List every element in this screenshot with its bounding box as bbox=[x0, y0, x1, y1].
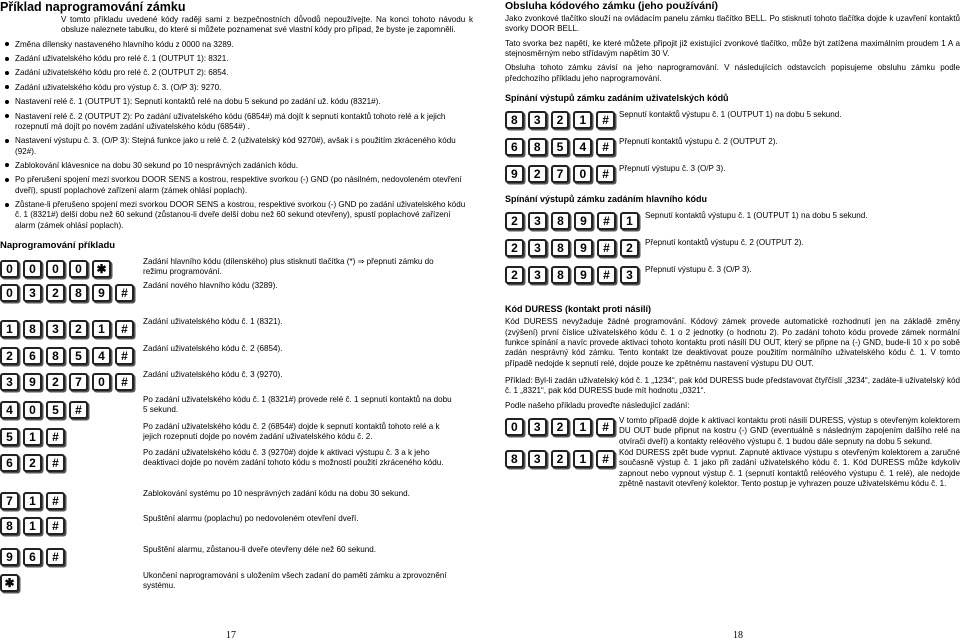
keypad-sequence bbox=[505, 165, 619, 183]
keypad-key: 2 bbox=[23, 454, 42, 472]
keypad-key: 0 bbox=[92, 373, 111, 391]
keypad-key: 3 bbox=[528, 418, 547, 436]
keypad-key: # bbox=[46, 548, 65, 566]
keypad-key: 9 bbox=[23, 373, 42, 391]
page-title-right: Obsluha kódového zámku (jeho používání) bbox=[505, 0, 718, 12]
keypad-key: 8 bbox=[69, 284, 88, 302]
keypad-key: 8 bbox=[551, 266, 570, 284]
keypad-sequence bbox=[0, 428, 69, 449]
user-code-rows bbox=[505, 111, 960, 183]
keypad-key: 9 bbox=[0, 548, 19, 566]
keypad-key: 0 bbox=[69, 260, 88, 278]
keypad-sequence bbox=[505, 111, 619, 129]
keypad-key: 8 bbox=[551, 239, 570, 257]
duress-deactivate-text: Kód DURESS zpět bude vypnut. Zapnuté aktivace výstupu s otevřeným kolektorem a zaručné současně výstup č. 1 jako při zadání uživatelského kódu č. 1. Kód DURESS může kdykoliv zapnout nebo vypnout výstup č. 1 (sepnutí kontaktů reléového výstupu č. 1 relé), ale nedojde zpětně nastavit otevřený kolektor. Tento postup je vyhrazen pouze uživatelskému kódu č. 1. bbox=[619, 448, 960, 489]
keypad-sequence bbox=[0, 517, 69, 538]
keypad-row bbox=[505, 138, 960, 156]
keypad-key: 2 bbox=[551, 418, 570, 436]
master-code-section-title: Spínání výstupů zámku zadáním hlavního kódu bbox=[505, 194, 708, 205]
settings-list-item: Zadání uživatelského kódu pro relé č. 1 (OUTPUT 1): 8321. bbox=[4, 54, 470, 64]
keypad-key: 7 bbox=[0, 492, 19, 510]
keypad-sequence bbox=[505, 418, 619, 436]
keypad-key: 6 bbox=[505, 138, 524, 156]
keypad-sequence bbox=[0, 574, 23, 595]
bell-paragraph: Jako zvonkové tlačítko slouží na ovládacím panelu zámku tlačítko BELL. Po stisknutí tohoto tlačítka dojde k uzavření kontaktů svorky DOOR BELL. bbox=[505, 14, 960, 34]
keypad-key: 5 bbox=[69, 347, 88, 365]
keypad-key: # bbox=[597, 239, 616, 257]
step-description: Po zadání uživatelského kódu č. 1 (8321#) provede relé č. 1 sepnutí kontaktů na dobu 5 sekund. bbox=[143, 395, 452, 415]
settings-list-item: Po přerušení spojení mezi svorkou DOOR SENS a kostrou, respektive svorkou (-) GND (po násilném, nedovoleném otevření dveří), spustí poplachové zařízení alarm (zámek ohlásí poplach). bbox=[4, 175, 470, 196]
settings-list-item: Zadání uživatelského kódu pro relé č. 2 (OUTPUT 2): 6854. bbox=[4, 68, 470, 78]
keypad-key: 3 bbox=[0, 373, 19, 391]
keypad-key: 9 bbox=[574, 212, 593, 230]
step-description: Po zadání uživatelského kódu č. 2 (6854#) dojde k sepnutí kontaktů tohoto relé a k jejich rozepnutí dojde po novém zadání uživatelského kódu č. 2. bbox=[143, 422, 440, 442]
operation-paragraph: Obsluha tohoto zámku závisí na jeho naprogramování. V následujících odstavcích popisujeme obsluhu zámku podle předchozího příkladu jeho naprogramování. bbox=[505, 63, 960, 83]
row-description: Přepnutí výstupu č. 3 (O/P 3). bbox=[645, 265, 752, 275]
keypad-row bbox=[505, 239, 960, 257]
keypad-key: 8 bbox=[46, 347, 65, 365]
keypad-key: 0 bbox=[23, 401, 42, 419]
keypad-key: # bbox=[596, 165, 615, 183]
keypad-key: 9 bbox=[574, 239, 593, 257]
keypad-key: ✱ bbox=[92, 260, 111, 278]
keypad-key: # bbox=[596, 138, 615, 156]
keypad-sequence bbox=[505, 450, 619, 468]
keypad-key: # bbox=[46, 428, 65, 446]
keypad-key: # bbox=[46, 517, 65, 535]
keypad-key: 2 bbox=[505, 239, 524, 257]
keypad-key: 3 bbox=[23, 284, 42, 302]
keypad-key: 4 bbox=[92, 347, 111, 365]
keypad-key: # bbox=[596, 450, 615, 468]
keypad-key: 2 bbox=[528, 165, 547, 183]
keypad-sequence bbox=[0, 260, 115, 281]
keypad-key: 9 bbox=[505, 165, 524, 183]
keypad-sequence bbox=[505, 239, 645, 257]
keypad-key: 1 bbox=[573, 450, 592, 468]
keypad-key: # bbox=[69, 401, 88, 419]
keypad-key: 8 bbox=[551, 212, 570, 230]
keypad-sequence bbox=[0, 347, 138, 368]
keypad-key: 8 bbox=[528, 138, 547, 156]
keypad-key: 5 bbox=[46, 401, 65, 419]
duress-paragraph: Kód DURESS nevyžaduje žádné programování. Kódový zámek provede automatické rozhodnutí jen na základě změny (zvýšení) první číslice uživatelského kódu č. 1 o 2 jednotky (o hodnotu 2). Po zadání tohoto kódu provede zámek normální funkce spínání a navíc provede aktivaci tohoto kontaktu proti násilí DU OUT, který se připne na (-) GND, bude-li 10 x po sobě zadán nesprávný kód zámku. Tento kontakt lze deaktivovat pouze použitím normálního uživatelského kódu č. 1. V tomto případě nedojde k sepnutí relé, dojde pouze ke zpětnému nastavení výstupu DU OUT. bbox=[505, 317, 960, 368]
keypad-key: 3 bbox=[528, 212, 547, 230]
step-description: Zadání uživatelského kódu č. 2 (6854). bbox=[143, 344, 283, 354]
settings-list-item: Nastavení relé č. 1 (OUTPUT 1): Sepnutí kontaktů relé na dobu 5 sekund po zadání už. kódu (8321#). bbox=[4, 97, 470, 107]
keypad-sequence bbox=[505, 212, 645, 230]
keypad-key: 2 bbox=[505, 212, 524, 230]
keypad-key: 2 bbox=[551, 111, 570, 129]
duress-section-title: Kód DURESS (kontakt proti násilí) bbox=[505, 304, 652, 315]
keypad-key: 7 bbox=[551, 165, 570, 183]
step-description: Ukončení naprogramování s uložením všech zadaní do paměti zámku a zprovoznění systému. bbox=[143, 571, 447, 591]
keypad-sequence bbox=[0, 548, 69, 569]
keypad-key: # bbox=[596, 418, 615, 436]
keypad-key: 3 bbox=[620, 266, 639, 284]
keypad-key: 2 bbox=[620, 239, 639, 257]
keypad-key: 0 bbox=[0, 260, 19, 278]
duress-activate-text: V tomto případě dojde k aktivaci kontaktu proti násilí DURESS, výstup s otevřeným kolektorem DU OUT bude připnut na kostru (-) GND (eventuálně s následným zapojením dalšího relé na otvírači dveří) a kontakty reléového výstupu č. 1 budou dále sepnuty na dobu 5 sekund. bbox=[619, 416, 960, 446]
keypad-key: 3 bbox=[528, 266, 547, 284]
keypad-key: # bbox=[596, 111, 615, 129]
keypad-key: 2 bbox=[46, 373, 65, 391]
keypad-sequence bbox=[0, 373, 138, 394]
step-description: Spuštění alarmu (poplachu) po nedovoleném otevření dveří. bbox=[143, 514, 359, 524]
keypad-key: 6 bbox=[23, 347, 42, 365]
keypad-key: 8 bbox=[505, 111, 524, 129]
step-description: Zadání nového hlavního kódu (3289). bbox=[143, 281, 278, 291]
keypad-sequence bbox=[0, 320, 138, 341]
settings-list bbox=[4, 40, 470, 231]
keypad-sequence bbox=[0, 401, 92, 422]
settings-list-item: Nastavení výstupu č. 3. (O/P 3): Stejná funkce jako u relé č. 2 (uživatelský kód 9270#), avšak i s použitím zkráceného kódu (92#). bbox=[4, 136, 470, 157]
keypad-row bbox=[505, 212, 960, 230]
keypad-key: # bbox=[597, 266, 616, 284]
row-description: Přepnutí výstupu č. 3 (O/P 3). bbox=[619, 164, 726, 174]
keypad-key: 1 bbox=[573, 111, 592, 129]
keypad-key: 7 bbox=[69, 373, 88, 391]
keypad-key: 2 bbox=[69, 320, 88, 338]
keypad-sequence bbox=[0, 454, 69, 475]
keypad-sequence bbox=[0, 492, 69, 513]
row-description: Sepnutí kontaktů výstupu č. 1 (OUTPUT 1) na dobu 5 sekund. bbox=[619, 110, 842, 120]
keypad-key: # bbox=[597, 212, 616, 230]
programming-steps bbox=[0, 252, 480, 630]
keypad-key: 2 bbox=[551, 450, 570, 468]
keypad-key: 9 bbox=[574, 266, 593, 284]
keypad-sequence bbox=[505, 138, 619, 156]
row-description: Přepnutí kontaktů výstupu č. 2 (OUTPUT 2). bbox=[645, 238, 804, 248]
duress-row-deactivate bbox=[505, 450, 960, 489]
master-code-rows bbox=[505, 212, 960, 284]
step-description: Zadání uživatelského kódu č. 3 (9270). bbox=[143, 370, 283, 380]
settings-list-item: Zůstane-li přerušeno spojení mezi svorkou DOOR SENS a kostrou, respektive svorkou (-) GND po zadání uživatelského kódu č. 1 (8321#) delší dobu než 60 sekund (zůstanou-li dveře delší dobu než 60 sekund otevřeny), spustí poplachové zařízení alarm (zámek ohlásí poplach). bbox=[4, 200, 470, 231]
settings-list-item: Změna dílensky nastaveného hlavního kódu z 0000 na 3289. bbox=[4, 40, 470, 50]
page-number-right: 18 bbox=[733, 630, 743, 642]
row-description: Sepnutí kontaktů výstupu č. 1 (OUTPUT 1) na dobu 5 sekund. bbox=[645, 211, 868, 221]
keypad-key: 5 bbox=[0, 428, 19, 446]
keypad-key: 6 bbox=[0, 454, 19, 472]
keypad-key: 0 bbox=[0, 284, 19, 302]
settings-list-item: Zadání uživatelského kódu pro výstup č. 3. (O/P 3): 9270. bbox=[4, 83, 470, 93]
step-description: Po zadání uživatelského kódu č. 3 (9270#) dojde k aktivaci výstupu č. 3 a k jeho deaktivaci dojde po novém zadání tohoto kódu s možností použití zkráceného kódu. bbox=[143, 448, 444, 468]
example-paragraph: Příklad: Byl-li zadán uživatelský kód č. 1 „1234“, pak kód DURESS bude představovat čtyřčíslí „3234“, zadáte-li uživatelský kód č. 1 „8321“, pak kód DURESS bude mít hodnotu „0321“. bbox=[505, 375, 960, 396]
keypad-row bbox=[505, 165, 960, 183]
keypad-key: # bbox=[115, 347, 134, 365]
user-code-section-title: Spínání výstupů zámku zadáním uživatelských kódů bbox=[505, 93, 729, 104]
keypad-key: 8 bbox=[23, 320, 42, 338]
keypad-key: 8 bbox=[505, 450, 524, 468]
keypad-key: 4 bbox=[573, 138, 592, 156]
keypad-key: 0 bbox=[573, 165, 592, 183]
keypad-key: 0 bbox=[505, 418, 524, 436]
page-number-left: 17 bbox=[226, 630, 236, 642]
keypad-key: 1 bbox=[573, 418, 592, 436]
duress-row-activate bbox=[505, 418, 960, 447]
keypad-key: ✱ bbox=[0, 574, 19, 592]
step-description: Spuštění alarmu, zůstanou-li dveře otevřeny déle než 60 sekund. bbox=[143, 545, 377, 555]
keypad-key: # bbox=[46, 454, 65, 472]
keypad-key: # bbox=[46, 492, 65, 510]
step-description: Zadání uživatelského kódu č. 1 (8321). bbox=[143, 317, 283, 327]
keypad-key: 6 bbox=[23, 548, 42, 566]
keypad-key: 2 bbox=[46, 284, 65, 302]
settings-list-item: Nastavení relé č. 2 (OUTPUT 2): Po zadání uživatelského kódu (6854#) má dojít k sepnutí kontaktů tohoto relé a k jejich rozepnutí má dojít po novém zadání uživatelského kódu (6854#) . bbox=[4, 112, 470, 133]
keypad-row bbox=[505, 111, 960, 129]
keypad-key: 1 bbox=[92, 320, 111, 338]
keypad-key: 2 bbox=[0, 347, 19, 365]
programming-example-title: Naprogramování příkladu bbox=[0, 240, 116, 252]
keypad-key: 4 bbox=[0, 401, 19, 419]
keypad-key: 1 bbox=[620, 212, 639, 230]
keypad-key: 2 bbox=[505, 266, 524, 284]
keypad-key: 5 bbox=[551, 138, 570, 156]
row-description: Přepnutí kontaktů výstupu č. 2 (OUTPUT 2). bbox=[619, 137, 778, 147]
intro-text: V tomto příkladu uvedené kódy raději sami z bezpečnostních důvodů nepoužívejte. Na konci tohoto návodu k obsluze naleznete tabulku, do které si můžete poznamenat své vlastní kódy pro případ, že byste je zapomněli. bbox=[61, 15, 473, 35]
step-description: Zadání hlavního kódu (dílenského) plus stisknutí tlačítka (*) ⇒ přepnutí zámku do režimu programování. bbox=[143, 257, 434, 277]
keypad-key: 3 bbox=[528, 111, 547, 129]
according-paragraph: Podle našeho příkladu proveďte následující zadání: bbox=[505, 400, 690, 410]
keypad-key: 0 bbox=[46, 260, 65, 278]
keypad-key: 1 bbox=[0, 320, 19, 338]
keypad-key: 3 bbox=[528, 450, 547, 468]
page-title-left: Příklad naprogramování zámku bbox=[0, 0, 186, 14]
right-page bbox=[505, 0, 960, 643]
settings-list-item: Zablokování klávesnice na dobu 30 sekund po 10 nesprávných zadáních kódu. bbox=[4, 161, 470, 171]
keypad-key: # bbox=[115, 373, 134, 391]
keypad-key: 3 bbox=[46, 320, 65, 338]
keypad-key: 3 bbox=[528, 239, 547, 257]
keypad-key: # bbox=[115, 320, 134, 338]
keypad-sequence bbox=[0, 284, 138, 305]
keypad-key: 1 bbox=[23, 517, 42, 535]
keypad-key: 0 bbox=[23, 260, 42, 278]
keypad-row bbox=[505, 266, 960, 284]
keypad-key: 1 bbox=[23, 492, 42, 510]
keypad-key: # bbox=[115, 284, 134, 302]
terminal-paragraph: Tato svorka bez napětí, ke které můžete připojit již existující zvonkové tlačítko, může být zatížena maximálním proudem 1 A a stejnosměrným nebo střídavým napětím 30 V. bbox=[505, 38, 960, 59]
step-description: Zablokování systému po 10 nesprávných zadání kódu na dobu 30 sekund. bbox=[143, 489, 410, 499]
keypad-key: 8 bbox=[0, 517, 19, 535]
keypad-sequence bbox=[505, 266, 645, 284]
keypad-key: 1 bbox=[23, 428, 42, 446]
keypad-key: 9 bbox=[92, 284, 111, 302]
